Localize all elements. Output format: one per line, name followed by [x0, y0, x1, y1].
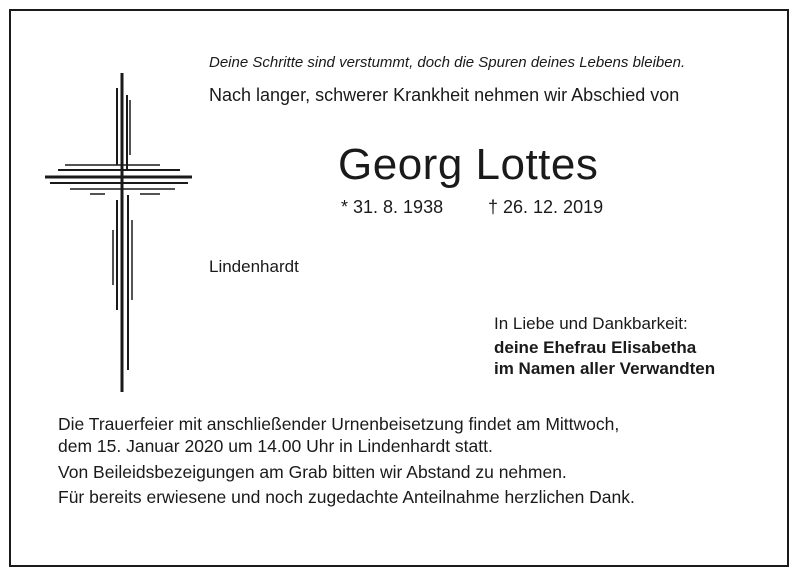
intro-text: Nach langer, schwerer Krankheit nehmen wir Abschied von [209, 85, 680, 105]
mourner-relatives: im Namen aller Verwandten [494, 359, 716, 378]
mourner-spouse: deine Ehefrau Elisabetha [494, 338, 697, 357]
notice-line-3: Von Beileidsbezeigungen am Grab bitten wir Abstand zu nehmen. [58, 462, 567, 482]
death-date: † 26. 12. 2019 [488, 197, 604, 217]
cross-icon [40, 70, 200, 400]
mourners-intro: In Liebe und Dankbarkeit: [494, 314, 688, 333]
notice-line-2: dem 15. Januar 2020 um 14.00 Uhr in Lindenhardt statt. [58, 436, 493, 456]
notice-line-1: Die Trauerfeier mit anschließender Urnenbeisetzung findet am Mittwoch, [58, 414, 620, 434]
motto-text: Deine Schritte sind verstummt, doch die Spuren deines Lebens bleiben. [209, 54, 686, 71]
notice-line-4: Für bereits erwiesene und noch zugedachte Anteilnahme herzlichen Dank. [58, 487, 635, 507]
deceased-name: Georg Lottes [338, 140, 599, 189]
birth-date: * 31. 8. 1938 [341, 197, 444, 217]
place-name: Lindenhardt [209, 257, 299, 276]
